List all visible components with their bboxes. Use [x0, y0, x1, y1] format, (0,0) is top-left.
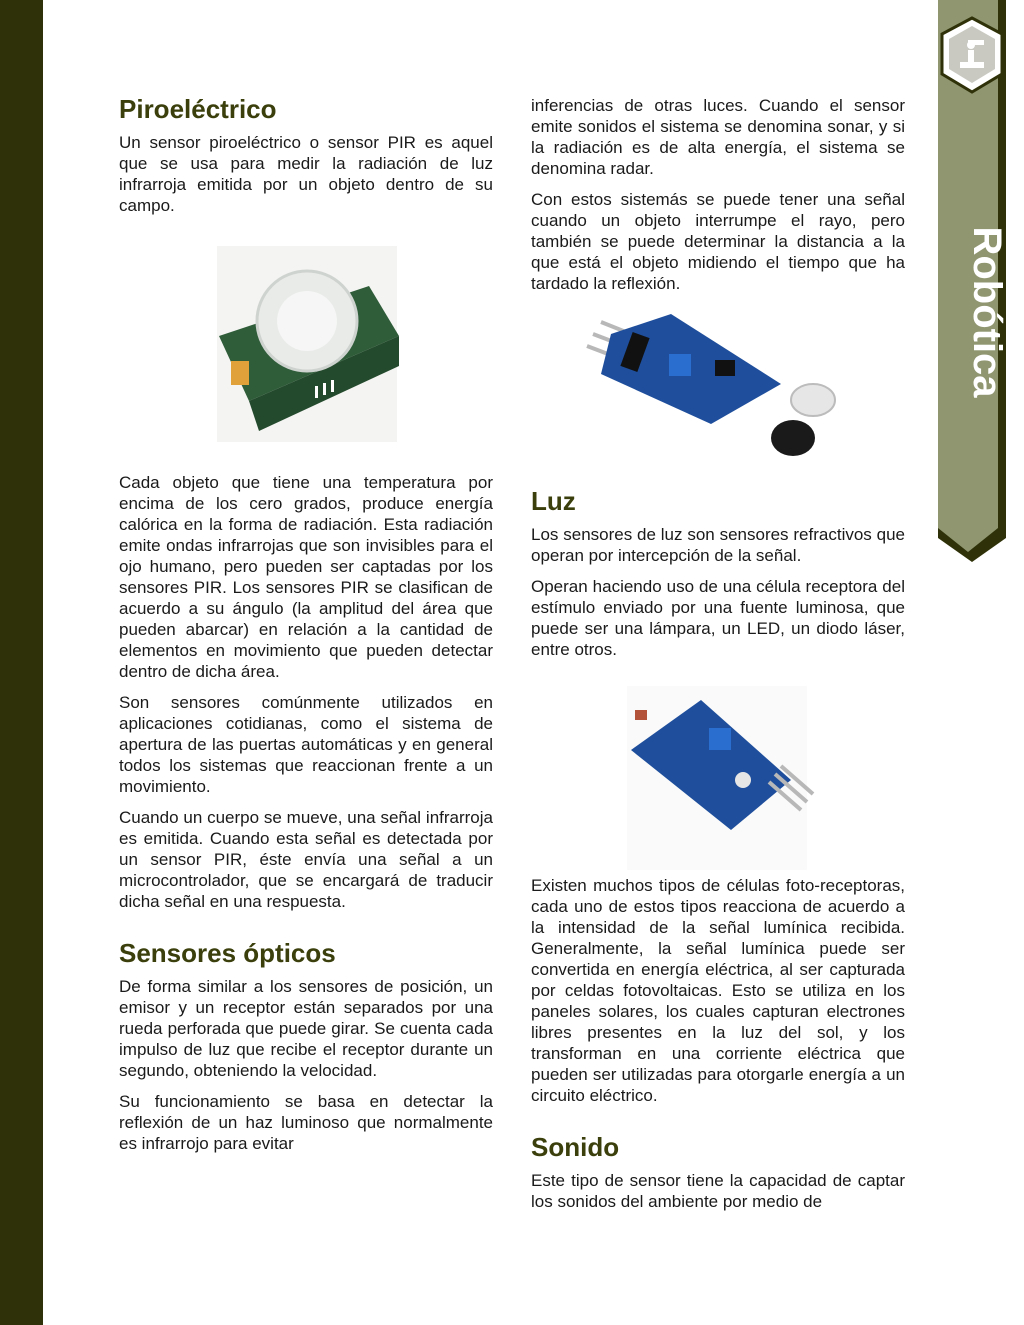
piroelectrico-paragraph-2: Cada objeto que tiene una temperatura por encima de los cero grados, produce energía calórica en la forma de radiación. Esta radiación emite ondas infrarrojas que son invisibles para el ojo humano, pero pueden ser captadas por los sensores PIR. Los sensores PIR se clasifican de acuerdo a su ángulo (la amplitud del área que pueden abarcar) en relación a la cantidad de elementos en movimiento que pueden detectar dentro de dicha área. [119, 473, 493, 681]
sensores-opticos-paragraph-2: Su funcionamiento se basa en detectar la reflexión de un haz luminoso que normalmente es infrarrojo para evitar [119, 1092, 493, 1153]
sonido-paragraph-1: Este tipo de sensor tiene la capacidad de captar los sonidos del ambiente por medio de [531, 1171, 905, 1211]
section-tab [938, 0, 1006, 562]
luz-paragraph-2: Operan haciendo uso de una célula receptora del estímulo enviado por una fuente luminosa, que puede ser una lámpara, un LED, un diodo láser, entre otros. [531, 577, 905, 659]
luz-paragraph-3: Existen muchos tipos de células foto-receptoras, cada uno de estos tipos reacciona de acuerdo a la intensidad de la señal lumínica recibida. Generalmente, la señal lumínica puede ser convertida en energía eléctrica, al ser capturada por celdas fotovoltaicas. Esto se utiliza en los paneles solares, los cuales capturan electrones libres presentes en la luz del sol, y los transforman en una corriente eléctrica que pueden ser utilizadas para otorgarle energía a un circuito eléctrico. [531, 876, 905, 1105]
sensores-opticos-paragraph-1: De forma similar a los sensores de posición, un emisor y un receptor están separados por una rueda perforada que puede girar. Se cuenta cada impulso de luz que recibe el receptor durante un segundo, obteniendo la velocidad. [119, 977, 493, 1080]
piroelectrico-paragraph-4: Cuando un cuerpo se mueve, una señal infrarroja es emitida. Cuando esta señal es detectada por un sensor PIR, éste envía una señal a un microcontrolador, que se encargará de traducir dicha señal en una respuesta. [119, 808, 493, 911]
section-tab-label: Robótica [965, 226, 1006, 398]
sensores-opticos-heading: Sensores ópticos [119, 938, 336, 968]
right-column [531, 95, 905, 1222]
ir-sensor-illustration [531, 304, 905, 474]
pir-sensor-image [119, 226, 493, 472]
piroelectrico-heading: Piroeléctrico [119, 94, 277, 124]
light-sensor-image [531, 670, 905, 875]
light-sensor-illustration [531, 670, 905, 875]
left-column [119, 92, 493, 1164]
left-margin-bar [0, 0, 43, 1325]
ir-sensor-image [531, 304, 905, 474]
sensores-opticos-paragraph-3: inferencias de otras luces. Cuando el sensor emite sonidos el sistema se denomina sonar, y si la radiación es de alta energía, el sistema se denomina radar. [531, 96, 905, 178]
sensores-opticos-paragraph-4: Con estos sistemás se puede tener una señal cuando un objeto interrumpe el rayo, pero también se puede determinar la distancia a la que está el objeto midiendo el tiempo que ha tardado la reflexión. [531, 190, 905, 293]
piroelectrico-paragraph-3: Son sensores comúnmente utilizados en aplicaciones cotidianas, como el sistema de apertura de las puertas automáticas y en general todos los sistemas que reaccionan frente a un movimiento. [119, 693, 493, 796]
sonido-heading: Sonido [531, 1132, 620, 1162]
pir-sensor-illustration [119, 226, 493, 472]
section-tab-shape [938, 0, 1006, 562]
luz-paragraph-1: Los sensores de luz son sensores refractivos que operan por intercepción de la señal. [531, 525, 905, 565]
luz-heading: Luz [531, 486, 576, 516]
piroelectrico-paragraph-1: Un sensor piroeléctrico o sensor PIR es aquel que se usa para medir la radiación de luz infrarroja emitida por un objeto dentro de su campo. [119, 133, 493, 215]
